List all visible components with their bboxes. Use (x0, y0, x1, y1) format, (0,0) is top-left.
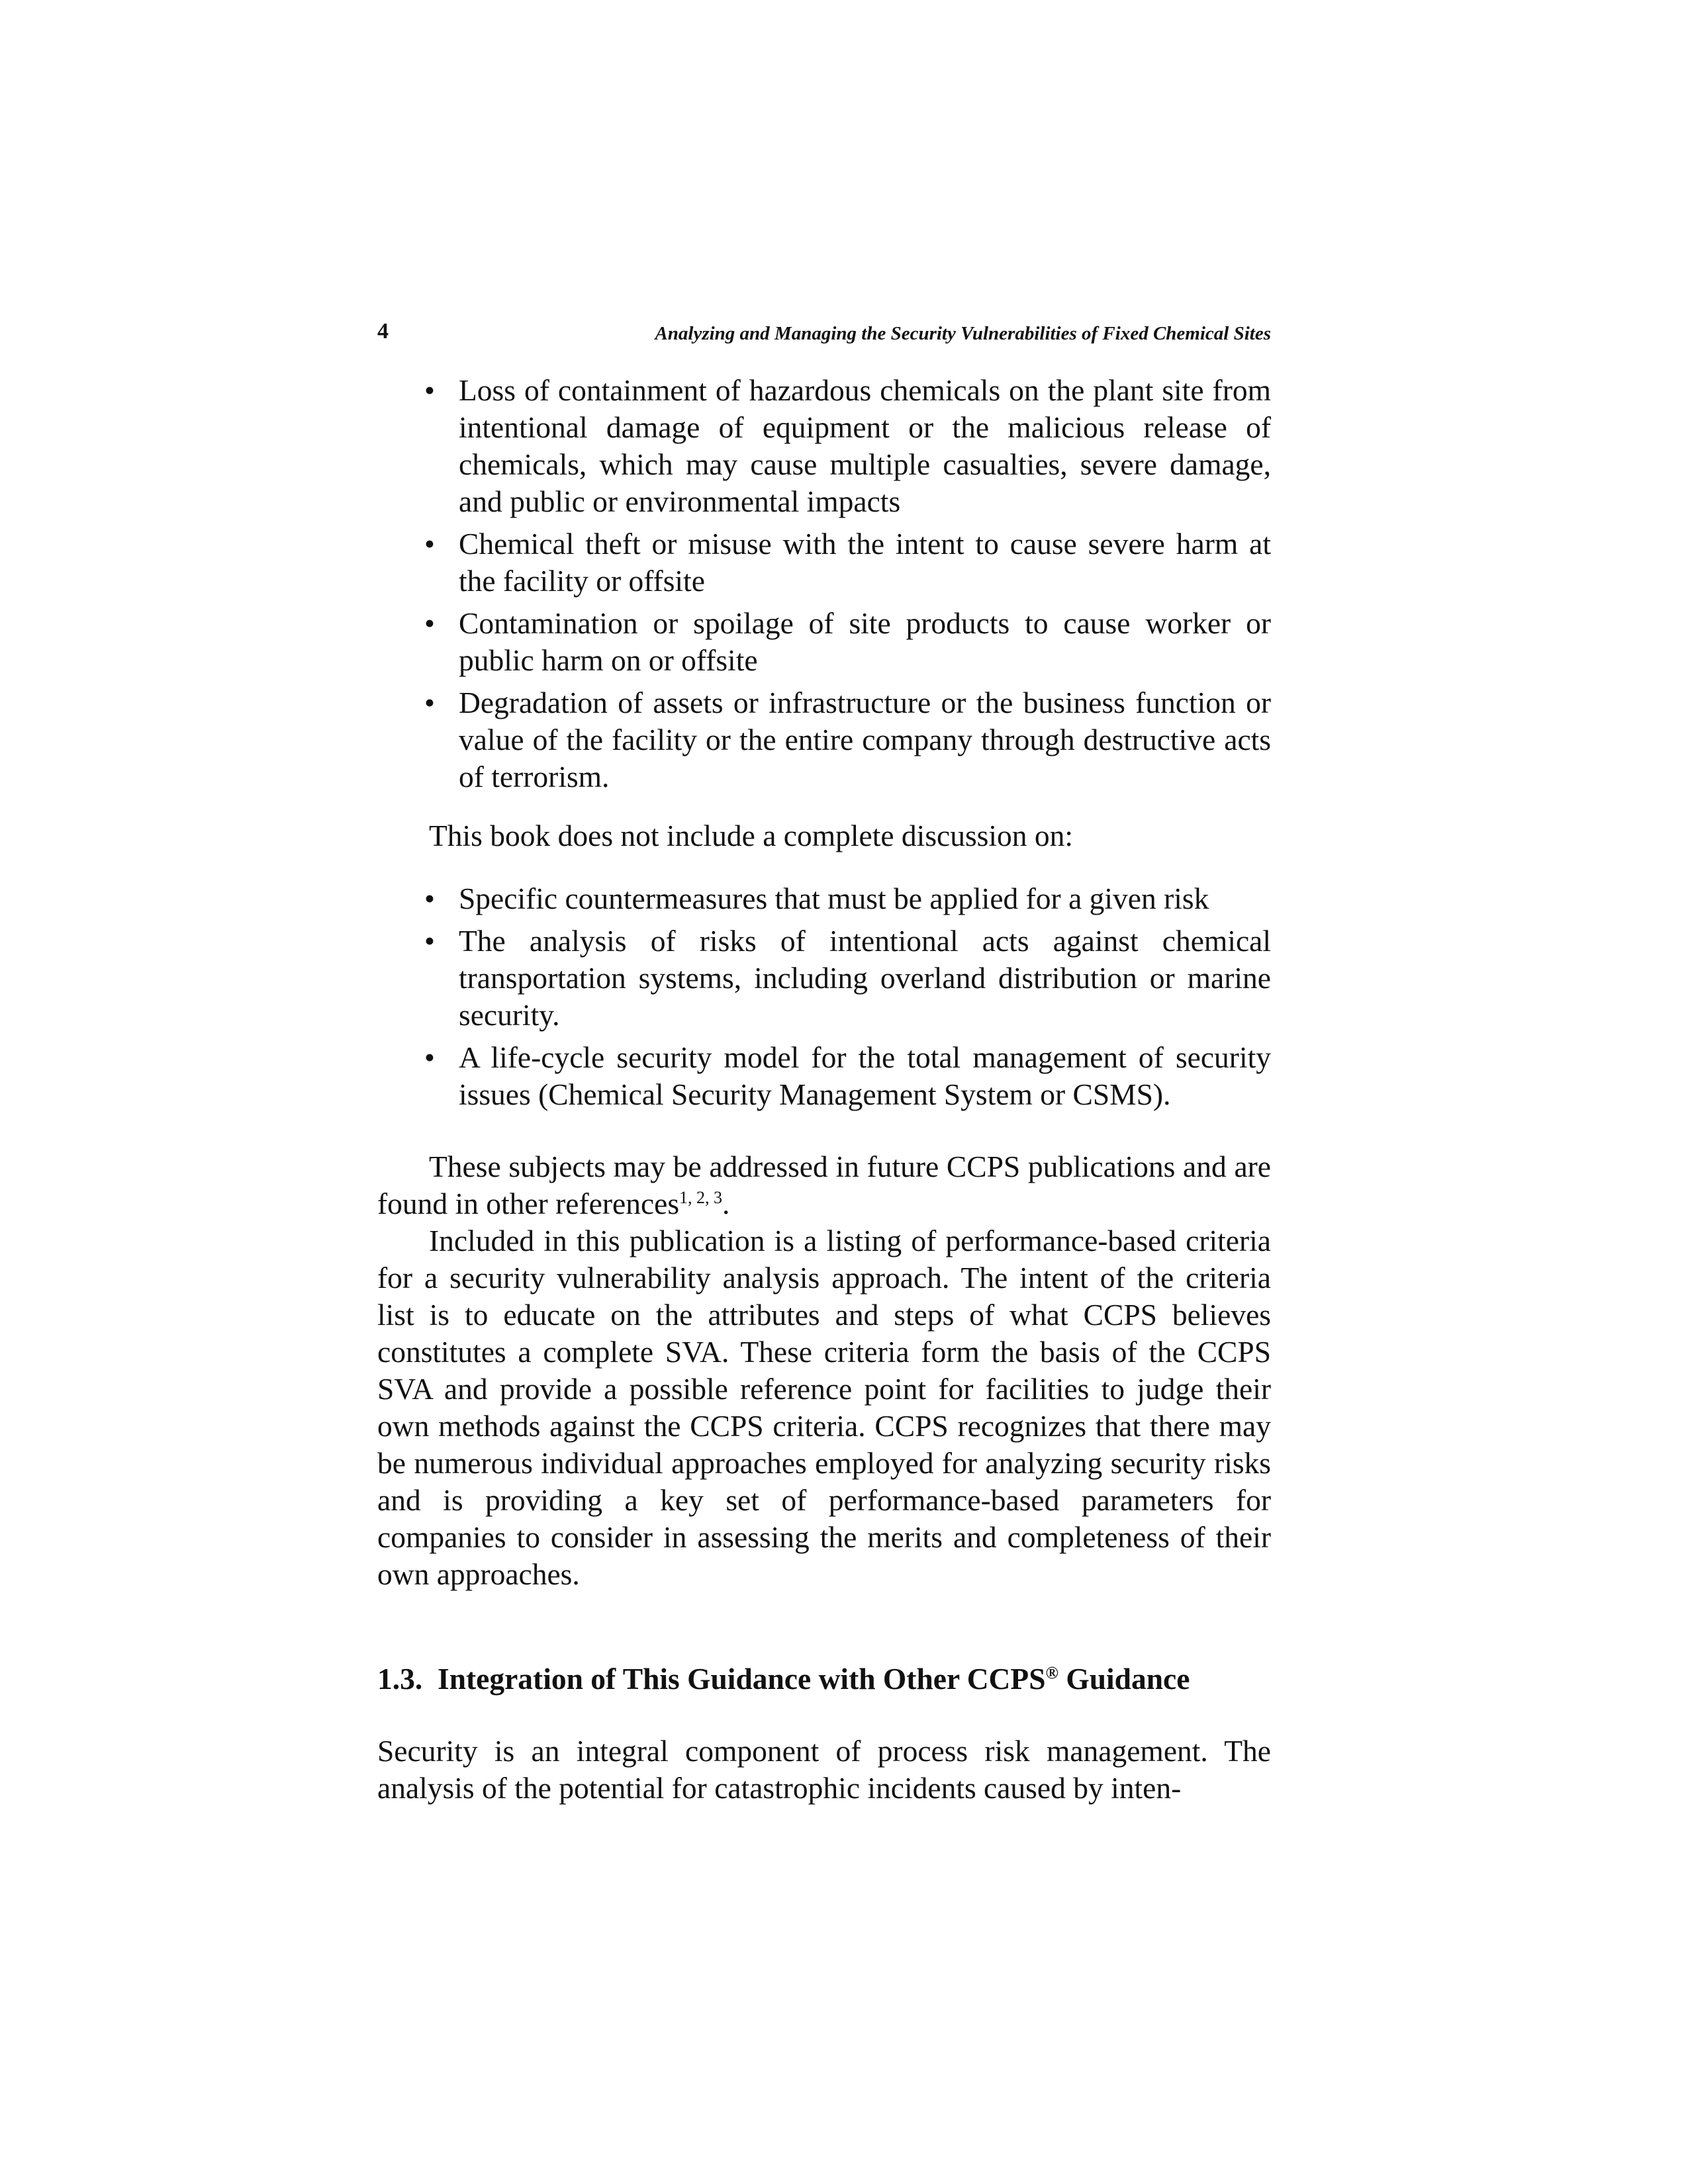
list-item (377, 372, 1271, 520)
list-item (377, 923, 1271, 1034)
bullet-icon: • (424, 686, 435, 719)
paragraph-security: Security is an integral component of process risk management. The analysis of the potential for catastrophic incidents caused by inten- (377, 1734, 1271, 1805)
list-item (377, 684, 1271, 796)
list-item (377, 880, 1271, 917)
running-head: Analyzing and Managing the Security Vulnerabilities of Fixed Chemical Sites (655, 323, 1271, 344)
paragraph-subjects (377, 1148, 1271, 1222)
list-item (377, 605, 1271, 679)
list-item (377, 1039, 1271, 1113)
threat-list (377, 372, 1271, 801)
list-item (377, 525, 1271, 600)
bullet-icon: • (424, 924, 435, 958)
list-item-text: Specific countermeasures that must be applied for a given risk (459, 882, 1209, 915)
list-item-text: Loss of containment of hazardous chemicals on the plant site from intentional damage of equipment or the malicious release of chemicals, which may cause multiple casualties, severe damage, and public or environmental impacts (459, 373, 1271, 518)
list-item-text: Degradation of assets or infrastructure or the business function or value of the facility or the entire company through destructive acts of terrorism. (459, 686, 1271, 794)
reference-superscript: 1, 2, 3 (679, 1187, 723, 1207)
paragraph-text: These subjects may be addressed in future CCPS publications and are found in other references (377, 1150, 1271, 1220)
not-included-intro: This book does not include a complete discussion on: (429, 819, 1074, 852)
registered-mark: ® (1045, 1662, 1058, 1682)
section-heading (377, 1661, 1271, 1696)
list-item-text: Chemical theft or misuse with the intent to cause severe harm at the facility or offsite (459, 527, 1271, 598)
excluded-topics-list (377, 880, 1271, 1118)
body-paragraphs (377, 1148, 1271, 1593)
bullet-icon: • (424, 606, 435, 640)
list-item-text: Contamination or spoilage of site products to cause worker or public harm on or offsite (459, 606, 1271, 677)
page-number: 4 (377, 319, 389, 343)
section-title-end: Guidance (1058, 1662, 1190, 1696)
paragraph-end: . (722, 1187, 730, 1220)
section-number: 1.3. (377, 1662, 423, 1696)
section-title: Integration of This Guidance with Other CCPS (438, 1662, 1046, 1696)
bullet-icon: • (424, 1040, 435, 1074)
bullet-icon: • (424, 373, 435, 407)
paragraph-included: Included in this publication is a listing of performance-based criteria for a security vulnerability analysis approach. The intent of the criteria list is to educate on the attributes and steps of what CCPS believes constitutes a complete SVA. These criteria form the basis of the CCPS SVA and provide a possible reference point for facilities to judge their own methods against the CCPS criteria. CCPS recognizes that there may be numerous individual approaches employed for analyzing security risks and is providing a key set of performance-based parameters for companies to consider in assessing the merits and completeness of their own approaches. (377, 1224, 1271, 1591)
page-header (377, 319, 1271, 359)
bullet-icon: • (424, 882, 435, 915)
list-item-text: A life-cycle security model for the total management of security issues (Chemical Security Management System or CSMS). (459, 1040, 1271, 1111)
bullet-icon: • (424, 527, 435, 561)
list-item-text: The analysis of risks of intentional acts against chemical transportation systems, including overland distribution or marine security. (459, 924, 1271, 1032)
